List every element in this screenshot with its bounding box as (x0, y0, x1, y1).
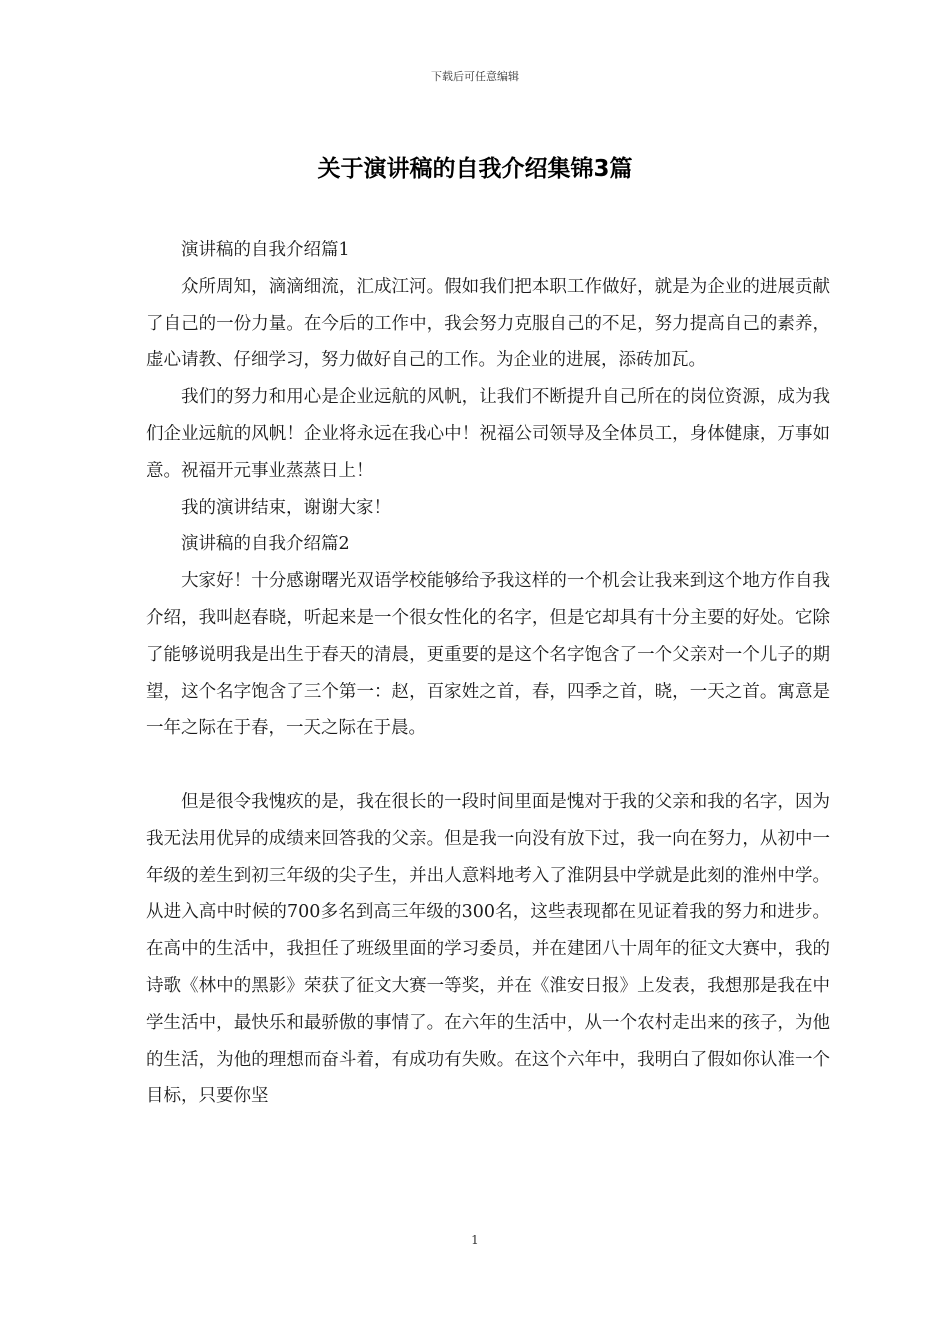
paragraph: 大家好！十分感谢曙光双语学校能够给予我这样的一个机会让我来到这个地方作自我介绍，我叫赵春晓，听起来是一个很女性化的名字，但是它却具有十分主要的好处。它除了能够说明我是出生于春天的清晨，更重要的是这个名字饱含了一个父亲对一个儿子的期望，这个名字饱含了三个第一：赵，百家姓之首，春，四季之首，晓，一天之首。寓意是一年之际在于春，一天之际在于晨。 (146, 571, 830, 739)
paragraph: 我们的努力和用心是企业远航的风帆，让我们不断提升自己所在的岗位资源，成为我们企业远航的风帆！企业将永远在我心中！祝福公司领导及全体员工，身体健康，万事如意。祝福开元事业蒸蒸日上！ (146, 387, 830, 481)
paragraph: 我的演讲结束，谢谢大家！ (181, 497, 391, 518)
paragraph: 众所周知，滴滴细流，汇成江河。假如我们把本职工作做好，就是为企业的进展贡献了自己的一份力量。在今后的工作中，我会努力克服自己的不足，努力提高自己的素养，虚心请教、仔细学习，努力做好自己的工作。为企业的进展，添砖加瓦。 (146, 276, 830, 371)
page-number: 1 (471, 1233, 479, 1247)
page-header: 下载后可任意编辑 (431, 70, 519, 83)
paragraph: 但是很令我愧疚的是，我在很长的一段时间里面是愧对于我的父亲和我的名字，因为我无法用优异的成绩来回答我的父亲。但是我一向没有放下过，我一向在努力，从初中一年级的差生到初三年级的尖子生，并出人意料地考入了淮阴县中学就是此刻的淮州中学。从进入高中时候的700多名到高三年级的300名，这些表现都在见证着我的努力和进步。在高中的生活中，我担任了班级里面的学习委员，并在建团八十周年的征文大赛中，我的诗歌《林中的黑影》荣获了征文大赛一等奖，并在《淮安日报》上发表，我想那是我在中学生活中，最快乐和最骄傲的事情了。在六年的生活中，从一个农村走出来的孩子，为他的生活，为他的理想而奋斗着，有成功有失败。在这个六年中，我明白了假如你认准一个目标，只要你坚 (146, 791, 830, 1107)
section-heading-2: 演讲稿的自我介绍篇2 (181, 534, 350, 555)
document-title: 关于演讲稿的自我介绍集锦3篇 (317, 156, 633, 182)
section-heading-1: 演讲稿的自我介绍篇1 (181, 240, 350, 260)
document-body (146, 232, 830, 1115)
